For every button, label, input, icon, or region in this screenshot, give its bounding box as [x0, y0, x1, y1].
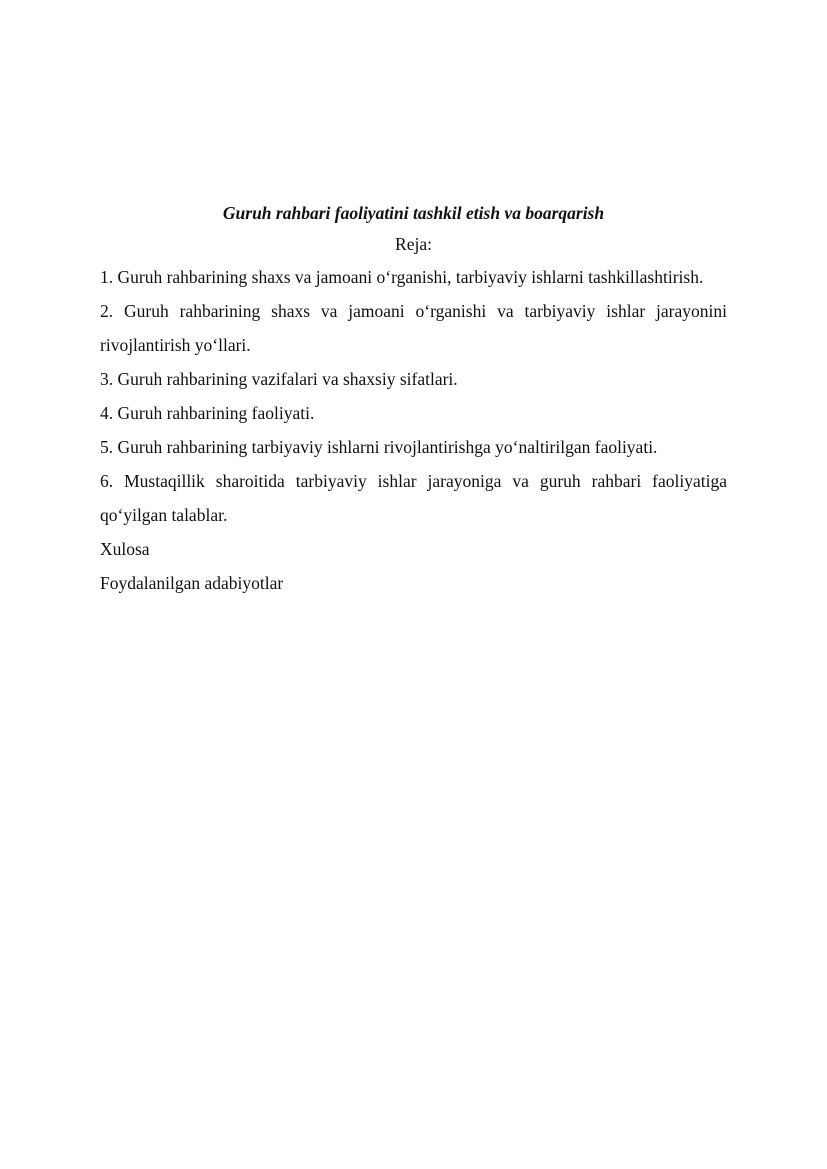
- plan-item: 2. Guruh rahbarining shaxs va jamoani o‘rganishi va tarbiyaviy ishlar jarayonini rivojlantirish yo‘llari.: [100, 301, 727, 355]
- conclusion-line: Xulosa: [100, 539, 150, 559]
- document-title: Guruh rahbari faoliyatini tashkil etish va boarqarish: [222, 203, 605, 223]
- plan-heading: Reja:: [395, 234, 432, 254]
- plan-item: 5. Guruh rahbarining tarbiyaviy ishlarni rivojlantirishga yo‘naltirilgan faoliyati.: [100, 437, 658, 457]
- plan-list: [100, 260, 727, 532]
- document-body: [100, 198, 727, 600]
- plan-item: 3. Guruh rahbarining vazifalari va shaxsiy sifatlari.: [100, 369, 458, 389]
- plan-item: 1. Guruh rahbarining shaxs va jamoani o‘rganishi, tarbiyaviy ishlarni tashkillashtirish.: [100, 267, 704, 287]
- references-line: Foydalanilgan adabiyotlar: [100, 573, 284, 593]
- plan-item: 6. Mustaqillik sharoitida tarbiyaviy ishlar jarayoniga va guruh rahbari faoliyatiga qo‘yilgan talablar.: [100, 471, 727, 525]
- plan-item: 4. Guruh rahbarining faoliyati.: [100, 403, 315, 423]
